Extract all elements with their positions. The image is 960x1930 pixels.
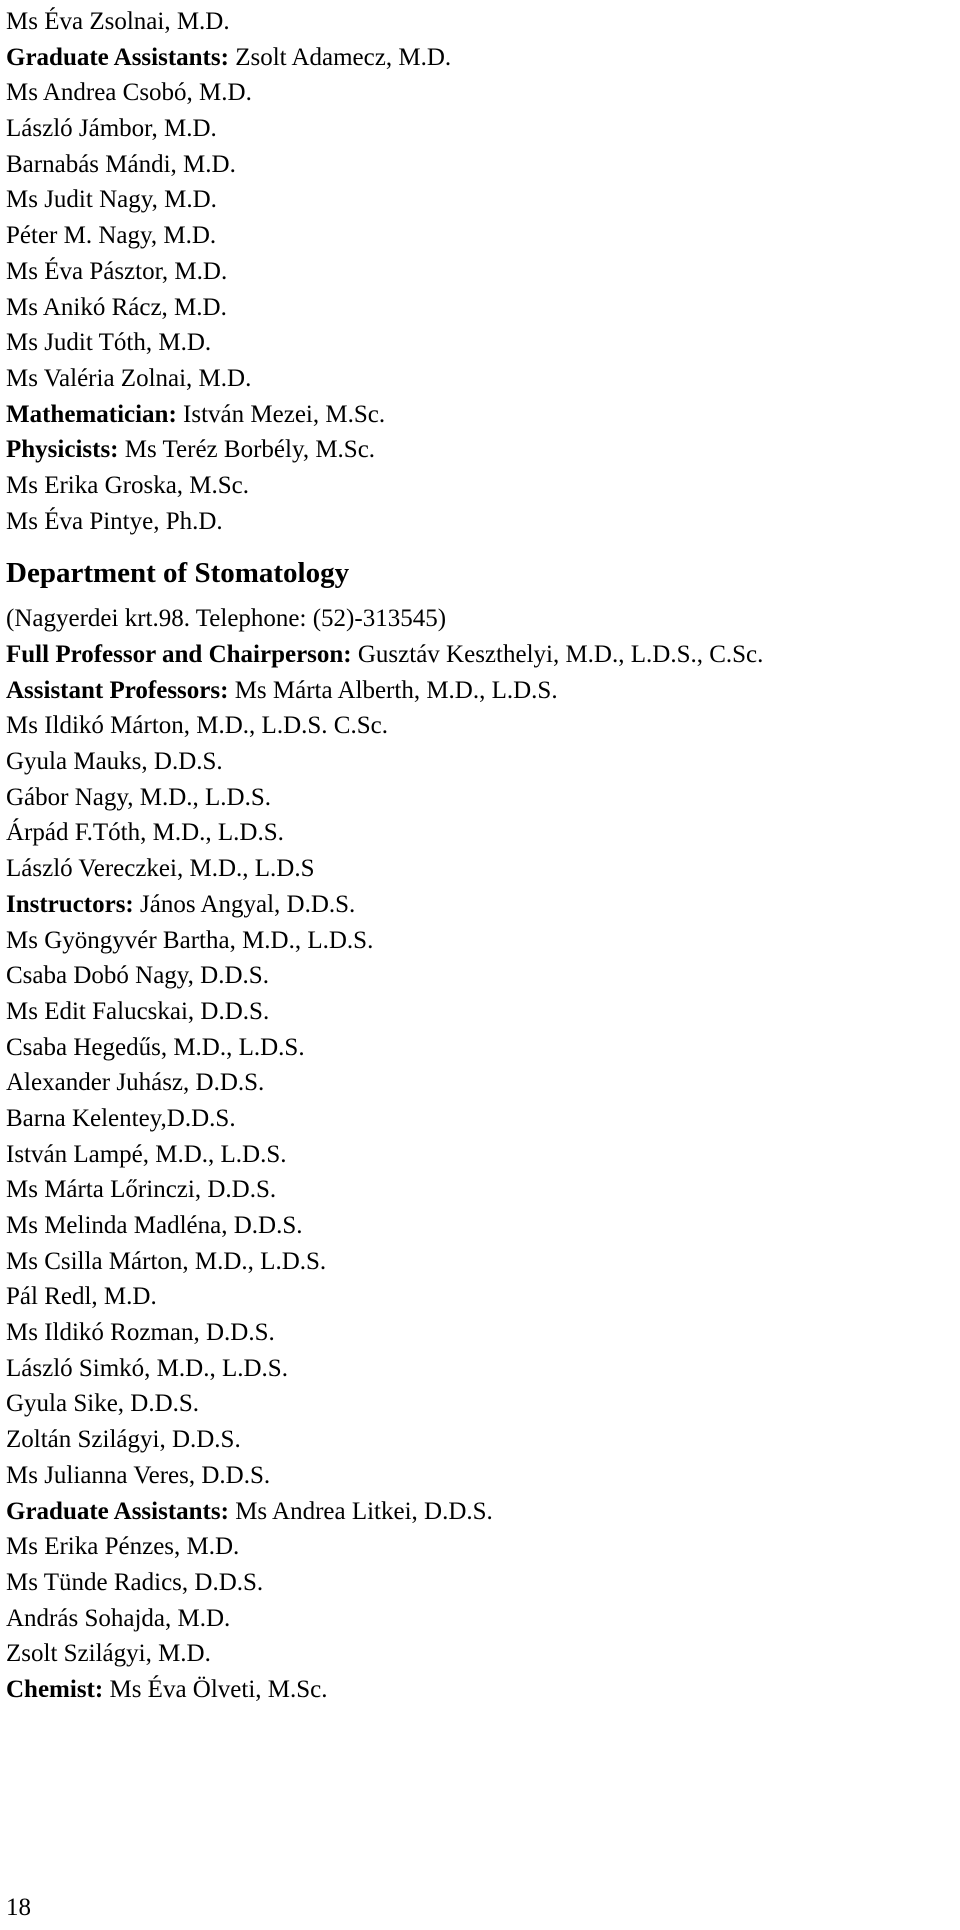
department-title: Department of Stomatology — [6, 557, 350, 590]
staff-line: Péter M. Nagy, M.D. — [6, 222, 217, 250]
page-number: 18 — [6, 1894, 31, 1921]
chemist-line — [6, 1672, 946, 1708]
staff-line: Ms Tünde Radics, D.D.S. — [6, 1568, 264, 1596]
staff-line: Ms Anikó Rácz, M.D. — [6, 293, 227, 321]
staff-line: Gyula Sike, D.D.S. — [6, 1390, 200, 1418]
assistant-professors-line — [6, 673, 946, 709]
department-address: (Nagyerdei krt.98. Telephone: (52)-313545) — [6, 605, 447, 633]
staff-line: Csaba Dobó Nagy, D.D.S. — [6, 962, 269, 990]
staff-line: Ms Judit Nagy, M.D. — [6, 186, 217, 214]
staff-name: Ms Márta Alberth, M.D., L.D.S. — [228, 676, 558, 704]
staff-line: Ms Csilla Márton, M.D., L.D.S. — [6, 1247, 327, 1275]
role-label: Full Professor and Chairperson: — [6, 641, 352, 668]
staff-name: István Mezei, M.Sc. — [176, 400, 386, 428]
staff-line: Alexander Juhász, D.D.S. — [6, 1069, 265, 1097]
role-label: Physicists: — [6, 436, 119, 464]
staff-name: Ms Andrea Litkei, D.D.S. — [228, 1497, 493, 1525]
staff-line: Ms Erika Pénzes, M.D. — [6, 1533, 240, 1561]
staff-line: Ms Valéria Zolnai, M.D. — [6, 364, 252, 392]
staff-line: Gábor Nagy, M.D., L.D.S. — [6, 783, 272, 811]
staff-line: László Simkó, M.D., L.D.S. — [6, 1354, 288, 1382]
staff-line: Barnabás Mándi, M.D. — [6, 150, 236, 178]
staff-line: Ms Márta Lőrinczi, D.D.S. — [6, 1176, 277, 1204]
staff-line: Ms Éva Pásztor, M.D. — [6, 257, 228, 285]
chairperson-line — [6, 637, 946, 673]
staff-line: Zsolt Szilágyi, M.D. — [6, 1640, 211, 1668]
staff-line: István Lampé, M.D., L.D.S. — [6, 1140, 287, 1168]
staff-line: Ms Judit Tóth, M.D. — [6, 329, 212, 357]
role-label: Assistant Professors: — [6, 676, 229, 704]
role-label: Graduate Assistants: — [6, 1497, 229, 1525]
staff-name: Ms Éva Ölveti, M.Sc. — [103, 1675, 328, 1703]
instructors-line — [6, 887, 946, 923]
staff-name: Ms Teréz Borbély, M.Sc. — [118, 436, 376, 464]
staff-line: Ms Gyöngyvér Bartha, M.D., L.D.S. — [6, 926, 374, 954]
physicists-line — [6, 432, 946, 468]
staff-line: Gyula Mauks, D.D.S. — [6, 748, 223, 776]
staff-name: János Angyal, D.D.S. — [133, 890, 356, 918]
staff-line: László Jámbor, M.D. — [6, 115, 217, 143]
staff-line: Ms Andrea Csobó, M.D. — [6, 79, 252, 107]
role-label: Chemist: — [6, 1675, 104, 1703]
staff-line: Ms Edit Falucskai, D.D.S. — [6, 997, 270, 1025]
graduate-assistants-line — [6, 1494, 946, 1530]
staff-line: Ms Ildikó Rozman, D.D.S. — [6, 1319, 275, 1347]
staff-line: Csaba Hegedűs, M.D., L.D.S. — [6, 1033, 305, 1061]
staff-line: László Vereczkei, M.D., L.D.S — [6, 855, 315, 883]
staff-line: Barna Kelentey,D.D.S. — [6, 1104, 236, 1132]
staff-line: Ms Julianna Veres, D.D.S. — [6, 1461, 271, 1489]
staff-line: Ms Ildikó Márton, M.D., L.D.S. C.Sc. — [6, 712, 388, 740]
role-label: Graduate Assistants: — [6, 43, 229, 71]
staff-line: Pál Redl, M.D. — [6, 1283, 157, 1311]
staff-line: Ms Melinda Madléna, D.D.S. — [6, 1212, 303, 1239]
staff-line: Ms Éva Pintye, Ph.D. — [6, 507, 223, 535]
role-label: Mathematician: — [6, 400, 177, 428]
staff-line: Ms Erika Groska, M.Sc. — [6, 471, 250, 499]
staff-line: Zoltán Szilágyi, D.D.S. — [6, 1426, 241, 1454]
document-page — [6, 4, 946, 1708]
staff-line: Ms Éva Zsolnai, M.D. — [6, 8, 230, 35]
staff-name: Zsolt Adamecz, M.D. — [228, 43, 452, 71]
staff-line: András Sohajda, M.D. — [6, 1604, 231, 1632]
staff-line: Árpád F.Tóth, M.D., L.D.S. — [6, 819, 284, 847]
graduate-assistants-line — [6, 40, 946, 76]
staff-name: Gusztáv Keszthelyi, M.D., L.D.S., C.Sc. — [351, 641, 764, 668]
role-label: Instructors: — [6, 890, 134, 918]
mathematician-line — [6, 397, 946, 433]
